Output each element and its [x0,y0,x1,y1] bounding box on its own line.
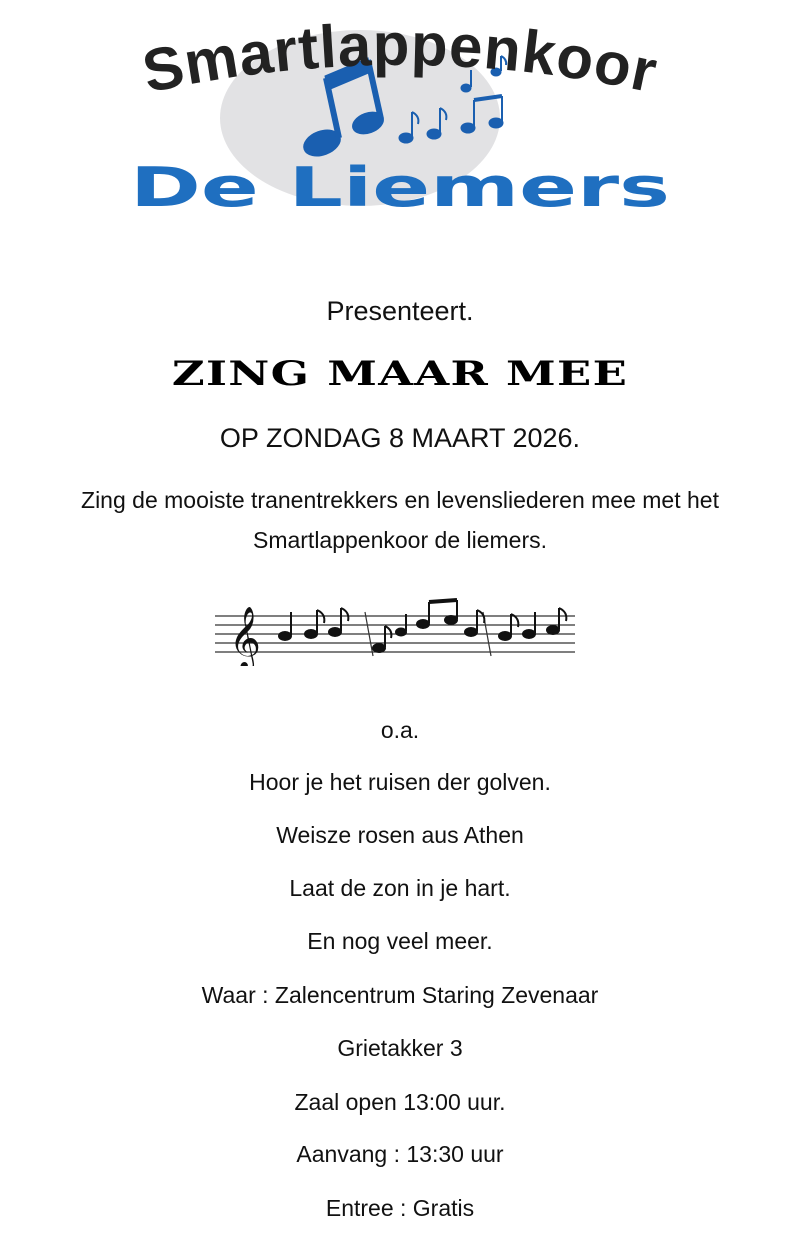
song-item: Hoor je het ruisen der golven. [249,769,551,795]
oa-label: o.a. [380,717,420,743]
event-title: ZING MAAR MEE [171,354,629,394]
song-item: Laat de zon in je hart. [289,875,511,901]
song-item: Weisze rosen aus Athen [276,822,524,848]
event-date: OP ZONDAG 8 MAART 2026. [219,423,581,453]
logo-name-text: De Liemers [130,156,670,219]
location-line: Waar : Zalencentrum Staring Zevenaar [201,982,599,1008]
svg-text:𝄞: 𝄞 [229,606,261,666]
music-staff-icon [215,598,575,666]
choir-logo [50,20,750,220]
logo-graphic [50,20,750,220]
address-line: Grietakker 3 [337,1035,463,1061]
logo-arc-text: Smartlappenkoor [136,20,664,106]
entry-fee-line: Entree : Gratis [325,1195,475,1221]
doors-open-line: Zaal open 13:00 uur. [294,1089,506,1115]
song-item: En nog veel meer. [307,928,493,954]
presents-line: Presenteert. [326,296,474,326]
start-time-line: Aanvang : 13:30 uur [296,1141,504,1167]
intro-text: Zing de mooiste tranentrekkers en levensliederen mee met het Smartlappenkoor de liemers. [81,487,719,553]
